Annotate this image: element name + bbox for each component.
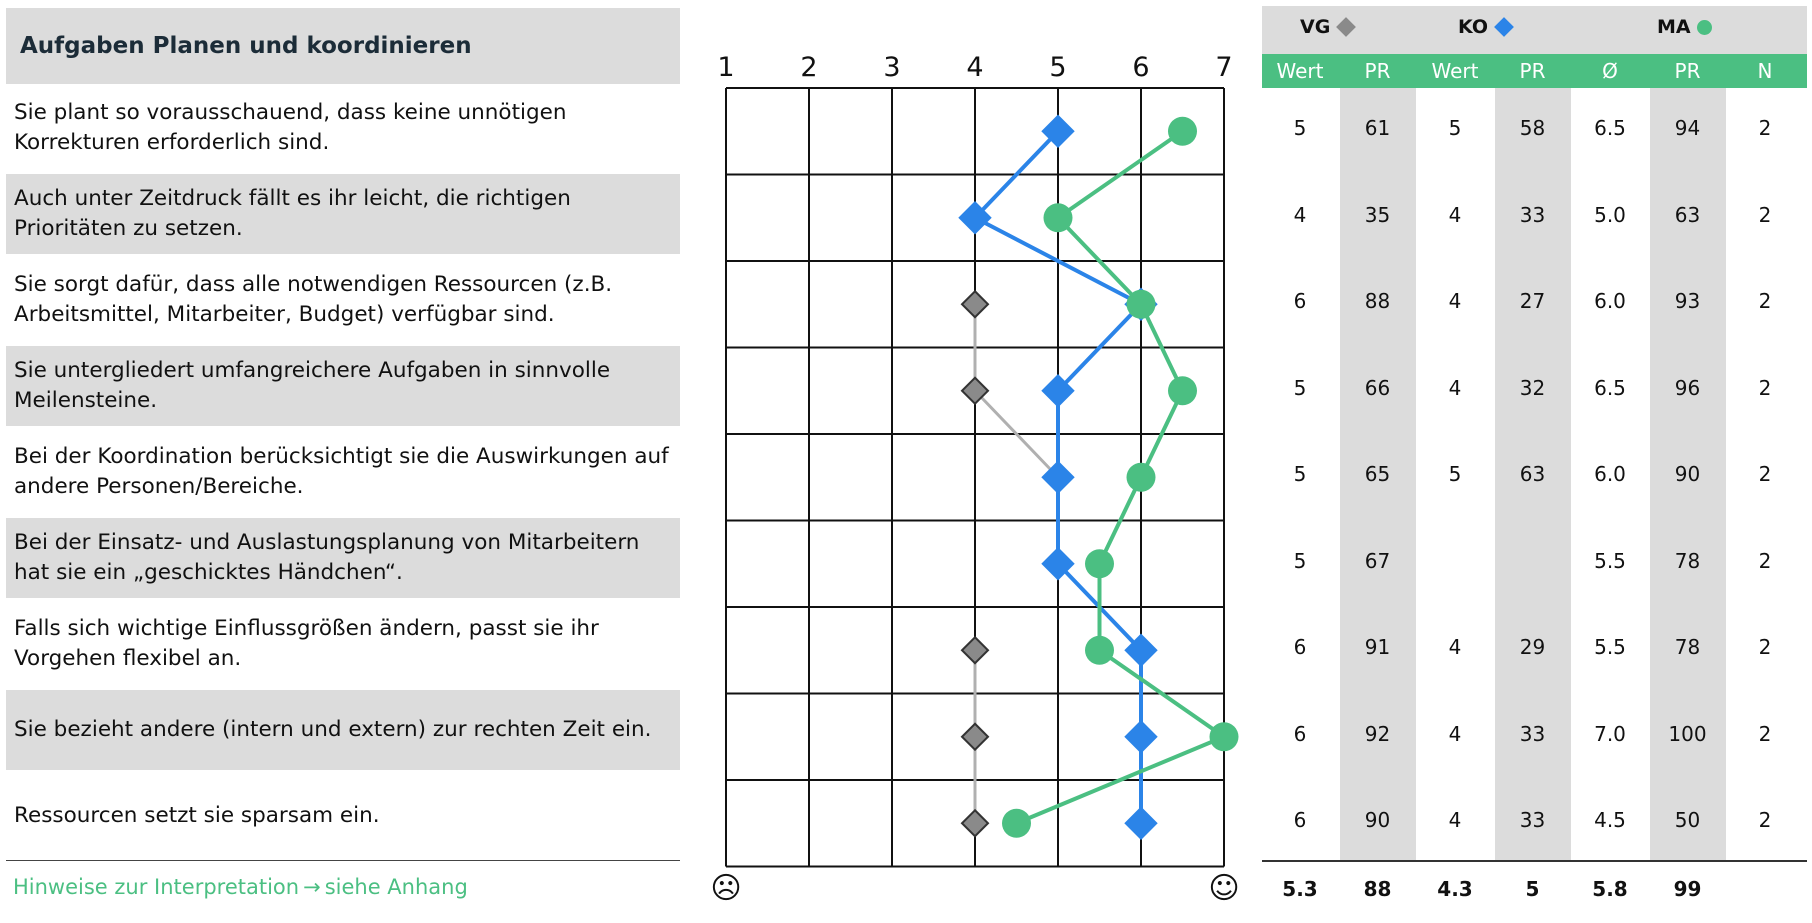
item-text: Auch unter Zeitdruck fällt es ihr leicht, die richtigen Prioritäten zu setzen. <box>6 174 680 254</box>
table-row <box>1262 434 1807 514</box>
x-tick-label: 3 <box>883 52 901 83</box>
item-list <box>6 88 680 862</box>
column-header: N <box>1757 59 1773 83</box>
total-cell: 88 <box>1363 877 1392 901</box>
group-name: KO <box>1458 16 1489 38</box>
table-cell <box>1417 521 1493 601</box>
table-cell: 100 <box>1668 721 1707 746</box>
table-cell: 4 <box>1448 289 1462 313</box>
point-ko <box>1125 721 1157 753</box>
table-row <box>1262 88 1807 168</box>
x-tick-label: 2 <box>800 52 818 83</box>
table-row <box>1262 261 1807 341</box>
table-row <box>1262 521 1807 601</box>
table-cell: 90 <box>1364 808 1391 832</box>
table-cell: 63 <box>1519 462 1546 486</box>
table-row <box>1262 348 1807 428</box>
divider <box>1262 860 1807 862</box>
diamond-icon <box>1494 17 1514 37</box>
table-cell: 93 <box>1674 289 1701 313</box>
table-cell: 7.0 <box>1594 721 1626 746</box>
table-cell: 2 <box>1758 548 1772 573</box>
table-cell: 6 <box>1293 635 1307 659</box>
point-ma <box>1085 549 1114 578</box>
diamond-icon <box>1336 17 1356 37</box>
interpretation-link[interactable] <box>13 875 468 899</box>
table-cell: 4 <box>1448 808 1462 832</box>
group-label <box>1657 16 1712 38</box>
table-cell <box>1495 521 1571 601</box>
table-cell: 61 <box>1364 116 1391 140</box>
item-text: Bei der Einsatz- und Auslastungsplanung von Mitarbeitern hat sie ein „geschicktes Händchen“. <box>6 518 680 598</box>
column-header: Wert <box>1431 59 1479 83</box>
arrow-right-icon: → <box>303 875 321 899</box>
table-row <box>1262 694 1807 774</box>
x-tick-label: 1 <box>717 52 735 83</box>
table-row <box>1262 175 1807 255</box>
table-cell: 35 <box>1364 202 1391 227</box>
circle-icon <box>1697 20 1712 35</box>
section-title: Aufgaben Planen und koordinieren <box>6 8 680 84</box>
point-vg <box>962 810 988 836</box>
table-cell: 78 <box>1674 635 1701 659</box>
table-cell: 2 <box>1758 202 1772 227</box>
happy-face-icon: ☺ <box>1208 871 1240 906</box>
table-cell: 2 <box>1758 721 1772 746</box>
table-cell: 78 <box>1674 548 1701 573</box>
table-cell: 94 <box>1674 116 1701 140</box>
point-vg <box>962 637 988 663</box>
column-header: PR <box>1674 59 1701 83</box>
item-text: Sie plant so vorausschauend, dass keine unnötigen Korrekturen erforderlich sind. <box>14 100 567 155</box>
table-cell: 2 <box>1758 375 1772 400</box>
hint-text: Hinweise zur Interpretation <box>13 875 300 899</box>
point-vg <box>962 724 988 750</box>
table-cell: 4 <box>1293 202 1307 227</box>
x-tick-label: 5 <box>1049 52 1067 83</box>
x-tick-label: 7 <box>1215 52 1233 83</box>
point-ma <box>1044 203 1073 232</box>
table-cell: 5 <box>1448 116 1462 140</box>
column-header: Ø <box>1602 59 1618 83</box>
table-cell: 65 <box>1364 462 1391 486</box>
table-cell: 5 <box>1293 375 1307 400</box>
divider <box>6 860 680 861</box>
point-ma <box>1168 376 1197 405</box>
table-cell: 91 <box>1364 635 1391 659</box>
hint-target: siehe Anhang <box>324 875 468 899</box>
point-ma <box>1085 636 1114 665</box>
table-cell: 32 <box>1519 375 1546 400</box>
table-cell: 5 <box>1448 462 1462 486</box>
item-text: Ressourcen setzt sie sparsam ein. <box>14 803 380 828</box>
point-ma <box>1127 463 1156 492</box>
table-cell: 6 <box>1293 721 1307 746</box>
total-cell: 5.8 <box>1592 877 1628 901</box>
point-ma <box>1127 290 1156 319</box>
item-text: Sie bezieht andere (intern und extern) zur rechten Zeit ein. <box>6 690 680 770</box>
table-cell: 66 <box>1364 375 1391 400</box>
table-cell: 96 <box>1674 375 1701 400</box>
table-cell: 2 <box>1758 808 1772 832</box>
table-cell: 4 <box>1448 635 1462 659</box>
table-cell: 33 <box>1519 202 1546 227</box>
sad-face-icon: ☹ <box>710 871 742 906</box>
item-text: Falls sich wichtige Einflussgrößen ändern, passt sie ihr Vorgehen flexibel an. <box>14 616 599 671</box>
table-cell: 6 <box>1293 289 1307 313</box>
total-cell: 5.3 <box>1282 877 1318 901</box>
table-cell: 5 <box>1293 462 1307 486</box>
table-cell: 4 <box>1448 202 1462 227</box>
table-cell: 5 <box>1293 548 1307 573</box>
table-cell: 92 <box>1364 721 1391 746</box>
table-cell: 50 <box>1674 808 1701 832</box>
table-cell: 5.5 <box>1594 635 1626 659</box>
point-ko <box>1125 807 1157 839</box>
point-ma <box>1168 117 1197 146</box>
column-header: PR <box>1364 59 1391 83</box>
table-cell: 6.0 <box>1594 289 1626 313</box>
point-ma <box>1210 722 1239 751</box>
table-cell: 58 <box>1519 116 1546 140</box>
item-text: Sie untergliedert umfangreichere Aufgaben in sinnvolle Meilensteine. <box>6 346 680 426</box>
table-cell: 4.5 <box>1594 808 1626 832</box>
table-cell: 33 <box>1519 721 1546 746</box>
table-cell: 2 <box>1758 116 1772 140</box>
table-cell: 5.5 <box>1594 548 1626 573</box>
group-name: MA <box>1657 16 1691 38</box>
table-cell: 5.0 <box>1594 202 1626 227</box>
profile-chart <box>700 0 1240 923</box>
column-header: Wert <box>1276 59 1324 83</box>
table-cell: 67 <box>1364 548 1391 573</box>
column-header: PR <box>1519 59 1546 83</box>
table-cell: 4 <box>1448 375 1462 400</box>
table-cell: 88 <box>1364 289 1391 313</box>
total-cell: 5 <box>1525 877 1540 901</box>
table-cell: 63 <box>1674 202 1701 227</box>
table-cell: 6.5 <box>1594 116 1626 140</box>
x-tick-label: 4 <box>966 52 984 83</box>
table-cell: 6.0 <box>1594 462 1626 486</box>
x-tick-label: 6 <box>1132 52 1150 83</box>
table-cell: 27 <box>1519 289 1546 313</box>
table-cell: 29 <box>1519 635 1546 659</box>
item-text: Sie sorgt dafür, dass alle notwendigen Ressourcen (z.B. Arbeitsmittel, Mitarbeiter, Budget) verfügbar sind. <box>14 272 613 327</box>
point-vg <box>962 291 988 317</box>
total-cell: 99 <box>1673 877 1702 901</box>
group-label <box>1300 16 1353 38</box>
group-label <box>1458 16 1511 38</box>
table-cell: 6.5 <box>1594 375 1626 400</box>
table-row <box>1262 780 1807 860</box>
table-cell: 90 <box>1674 462 1701 486</box>
group-name: VG <box>1300 16 1331 38</box>
total-cell: 4.3 <box>1437 877 1473 901</box>
table-cell: 33 <box>1519 808 1546 832</box>
table-cell: 2 <box>1758 289 1772 313</box>
point-ma <box>1002 809 1031 838</box>
table-row <box>1262 607 1807 687</box>
table-cell: 4 <box>1448 721 1462 746</box>
item-text: Bei der Koordination berücksichtigt sie die Auswirkungen auf andere Personen/Bereiche. <box>14 444 669 499</box>
table-cell: 5 <box>1293 116 1307 140</box>
table-cell: 2 <box>1758 462 1772 486</box>
table-cell: 2 <box>1758 635 1772 659</box>
table-cell: 6 <box>1293 808 1307 832</box>
